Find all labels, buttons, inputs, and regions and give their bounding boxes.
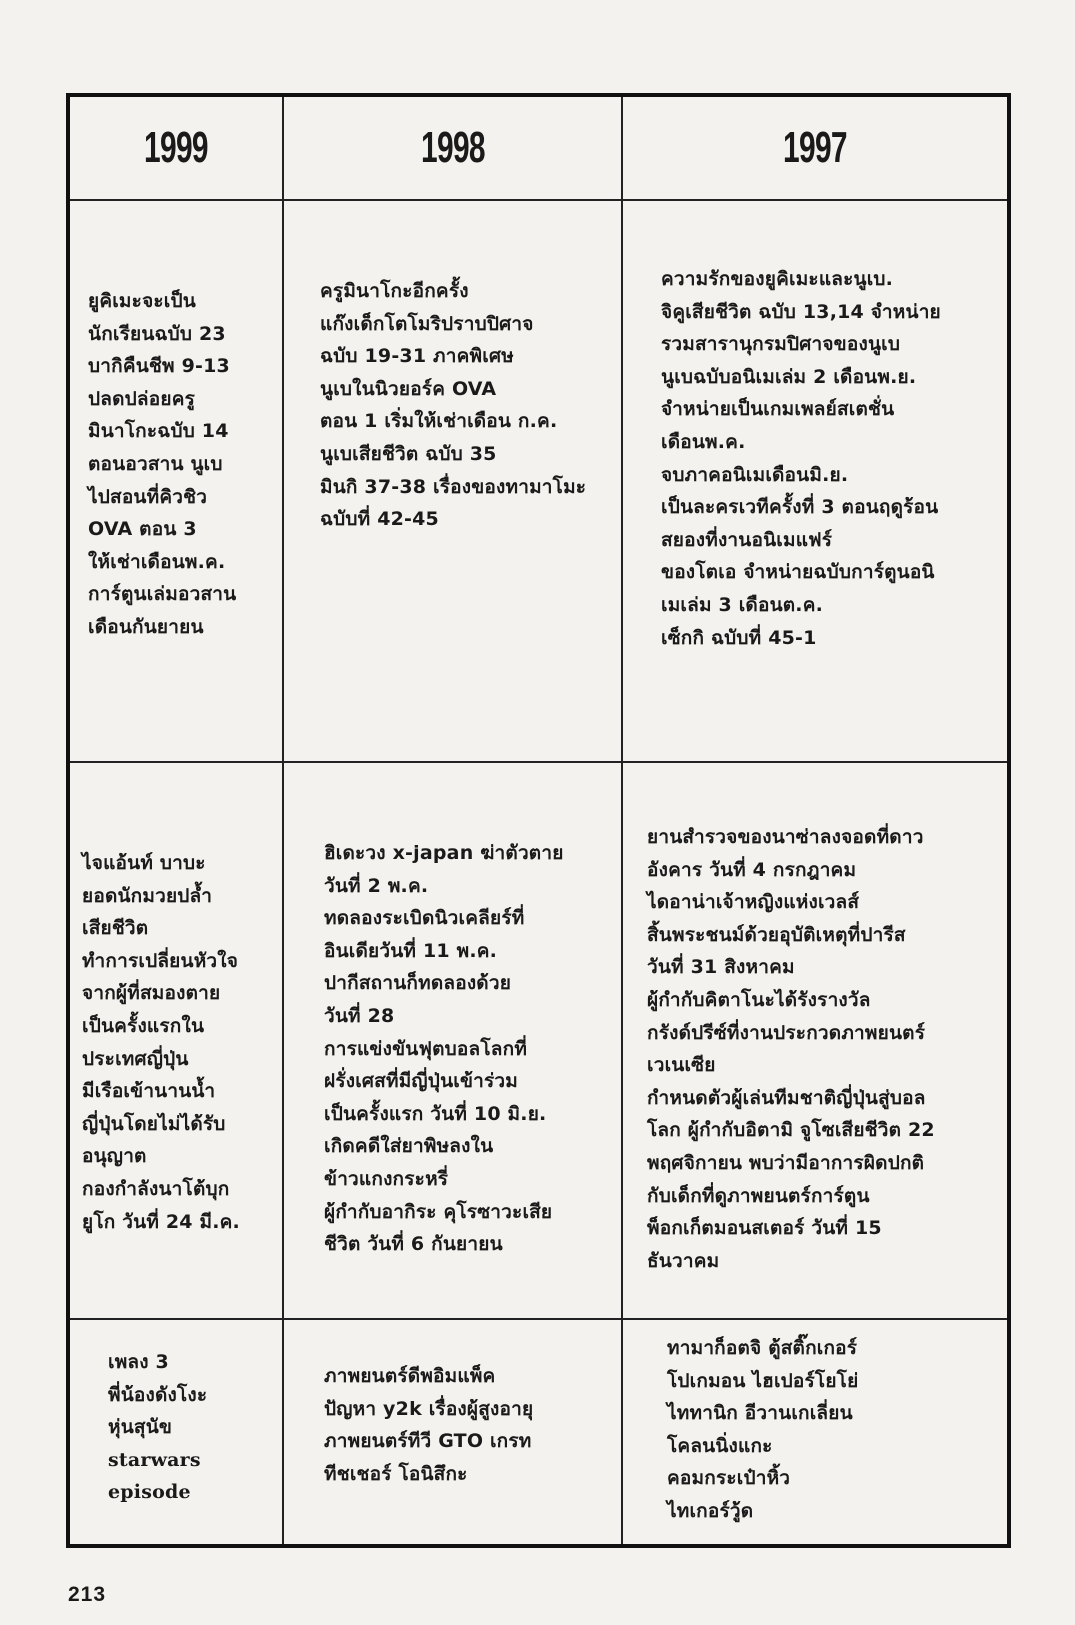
year-header-1999 — [70, 97, 284, 201]
year-label: 1999 — [144, 123, 208, 172]
year-header-1997 — [623, 97, 1007, 201]
text-line: ของโตเอ จำหน่ายฉบับการ์ตูนอนิ — [661, 561, 935, 584]
text-line: ปากีสถานก็ทดลองด้วย — [324, 972, 512, 995]
year-header-1998 — [284, 97, 623, 201]
text-line: นูเบในนิวยอร์ค OVA — [320, 377, 497, 400]
text-line: ภาพยนตร์ทีวี GTO เกรท — [324, 1430, 532, 1453]
cell-1999-manga — [70, 201, 284, 763]
cell-1998-trends — [284, 1320, 623, 1544]
text-line: แก๊งเด็กโตโมริปราบปิศาจ — [320, 312, 534, 335]
text-line: ญี่ปุ่นโดยไม่ได้รับ — [82, 1112, 226, 1135]
text-line: เป็นละครเวทีครั้งที่ 3 ตอนฤดูร้อน — [661, 496, 939, 519]
cell-lines — [647, 821, 935, 1277]
cell-lines — [88, 285, 236, 644]
text-line: อนุญาต — [82, 1145, 147, 1168]
text-line: โปเกมอน ไฮเปอร์โยโย่ — [667, 1369, 859, 1392]
cell-lines — [82, 847, 240, 1238]
text-line: หุ่นสุนัข — [108, 1416, 173, 1439]
cell-1999-world — [70, 763, 284, 1320]
text-line: นูเบเสียชีวิต ฉบับ 35 — [320, 442, 497, 465]
cell-lines — [667, 1332, 858, 1528]
cell-1998-manga — [284, 201, 623, 763]
cell-1997-world — [623, 763, 1007, 1320]
text-line: starwars — [108, 1448, 201, 1471]
text-line: ผู้กำกับอากิระ คุโรซาวะเสีย — [324, 1200, 553, 1223]
page-number: 213 — [68, 1583, 107, 1606]
text-line: ชีวิต วันที่ 6 กันยายน — [324, 1233, 503, 1256]
text-line: กำหนดตัวผู้เล่นทีมชาติญี่ปุ่นสู่บอล — [647, 1086, 926, 1109]
text-line: เซ็กกิ ฉบับที่ 45-1 — [661, 626, 817, 649]
text-line: คอมกระเป๋าหิ้ว — [667, 1467, 791, 1490]
text-line: เดือนกันยายน — [88, 615, 204, 638]
text-line: ความรักของยูคิเมะและนูเบ. — [661, 268, 894, 290]
text-line: ข้าวแกงกระหรี่ — [324, 1167, 449, 1190]
text-line: อินเดียวันที่ 11 พ.ค. — [324, 939, 498, 962]
text-line: ฝรั่งเศสที่มีญี่ปุ่นเข้าร่วม — [324, 1070, 519, 1093]
text-line: ประเทศญี่ปุ่น — [82, 1047, 189, 1070]
text-line: ครูมินาโกะอีกครั้ง — [320, 280, 469, 302]
text-line: ไดอาน่าเจ้าหญิงแห่งเวลส์ — [647, 891, 860, 914]
cell-1997-manga — [623, 201, 1007, 763]
text-line: เวเนเซีย — [647, 1054, 716, 1077]
text-line: ไจแอ้นท์ บาบะ — [82, 852, 206, 874]
text-line: โคลนนิ่งแกะ — [667, 1434, 773, 1457]
cell-lines — [324, 837, 564, 1261]
text-line: มีเรือเข้านานน้ำ — [82, 1080, 216, 1103]
text-line: เป็นครั้งแรกใน — [82, 1014, 205, 1037]
text-line: รวมสารานุกรมปิศาจของนูเบ — [661, 333, 901, 356]
cell-lines — [320, 275, 586, 536]
text-line: เมเล่ม 3 เดือนต.ค. — [661, 593, 824, 616]
text-line: ธันวาคม — [647, 1249, 720, 1272]
text-line: ฮิเดะวง x-japan ฆ่าตัวตาย — [324, 842, 564, 864]
text-line: เดือนพ.ค. — [661, 430, 746, 453]
text-line: มินกิ 37-38 เรื่องของทามาโมะ — [320, 475, 587, 498]
text-line: พี่น้องดังโงะ — [108, 1383, 208, 1406]
text-line: ปลดปล่อยครู — [88, 387, 196, 410]
text-line: ปัญหา y2k เรื่องผู้สูงอายุ — [324, 1397, 534, 1420]
text-line: การ์ตูนเล่มอวสาน — [88, 583, 237, 606]
text-line: สยองที่งานอนิเมแฟร์ — [661, 528, 833, 551]
text-line: ไทเกอร์วู้ด — [667, 1499, 754, 1522]
text-line: ยานสำรวจของนาซ่าลงจอดที่ดาว — [647, 826, 924, 848]
text-line: นักเรียนฉบับ 23 — [88, 322, 226, 345]
cell-lines — [324, 1360, 533, 1490]
timeline-table — [66, 93, 1011, 1548]
text-line: ยูโก วันที่ 24 มี.ค. — [82, 1210, 240, 1233]
text-line: มินาโกะฉบับ 14 — [88, 420, 229, 443]
text-line: นูเบฉบับอนิเมเล่ม 2 เดือนพ.ย. — [661, 365, 917, 388]
text-line: ทำการเปลี่ยนหัวใจ — [82, 949, 239, 972]
text-line: การแข่งขันฟุตบอลโลกที่ — [324, 1037, 528, 1060]
text-line: กับเด็กที่ดูภาพยนตร์การ์ตูน — [647, 1184, 870, 1207]
text-line: ทีชเชอร์ โอนิสึกะ — [324, 1462, 468, 1485]
text-line: episode — [108, 1481, 191, 1504]
year-label: 1998 — [420, 123, 485, 172]
text-line: ฉบับที่ 42-45 — [320, 508, 439, 531]
text-line: จิคูเสียชีวิต ฉบับ 13,14 จำหน่าย — [661, 300, 941, 323]
text-line: ไททานิก อีวานเกเลี่ยน — [667, 1402, 853, 1425]
text-line: วันที่ 2 พ.ค. — [324, 874, 429, 897]
text-line: พ็อกเก็ตมอนสเตอร์ วันที่ 15 — [647, 1217, 882, 1240]
text-line: OVA ตอน 3 — [88, 518, 197, 541]
text-line: จบภาคอนิเมเดือนมิ.ย. — [661, 463, 849, 486]
text-line: ภาพยนตร์ดีพอิมแพ็ค — [324, 1365, 496, 1387]
text-line: ยอดนักมวยปล้ำ — [82, 884, 213, 907]
text-line: ให้เช่าเดือนพ.ค. — [88, 550, 226, 573]
text-line: จากผู้ที่สมองตาย — [82, 982, 221, 1005]
cell-lines — [108, 1346, 207, 1509]
year-label: 1997 — [783, 123, 847, 172]
text-line: โลก ผู้กำกับอิตามิ จูโซเสียชีวิต 22 — [647, 1119, 935, 1142]
cell-1997-trends — [623, 1320, 1007, 1544]
text-line: กรังด์ปรีซ์ที่งานประกวดภาพยนตร์ — [647, 1021, 926, 1044]
text-line: กองกำลังนาโต้บุก — [82, 1177, 230, 1200]
text-line: บากิคืนชีพ 9-13 — [88, 355, 230, 378]
cell-lines — [661, 263, 941, 654]
text-line: วันที่ 28 — [324, 1004, 395, 1027]
text-line: ฉบับ 19-31 ภาคพิเศษ — [320, 345, 514, 368]
text-line: ตอน 1 เริ่มให้เช่าเดือน ก.ค. — [320, 410, 558, 433]
text-line: ไปสอนที่คิวชิว — [88, 485, 208, 508]
text-line: เกิดคดีใส่ยาพิษลงใน — [324, 1135, 494, 1158]
text-line: พฤศจิกายน พบว่ามีอาการผิดปกติ — [647, 1151, 925, 1174]
cell-1999-trends — [70, 1320, 284, 1544]
text-line: ผู้กำกับคิตาโนะได้รังรางวัล — [647, 988, 871, 1011]
cell-1998-world — [284, 763, 623, 1320]
text-line: วันที่ 31 สิงหาคม — [647, 956, 795, 979]
text-line: เสียชีวิต — [82, 917, 149, 940]
text-line: อังคาร วันที่ 4 กรกฎาคม — [647, 858, 857, 881]
text-line: ตอนอวสาน นูเบ — [88, 452, 223, 475]
text-line: เพลง 3 — [108, 1351, 169, 1373]
text-line: ยูคิเมะจะเป็น — [88, 290, 196, 312]
text-line: สิ้นพระชนม์ด้วยอุบัติเหตุที่ปารีส — [647, 923, 906, 946]
text-line: ทามาก็อตจิ ตู้สติ๊กเกอร์ — [667, 1337, 858, 1359]
text-line: เป็นครั้งแรก วันที่ 10 มิ.ย. — [324, 1102, 547, 1125]
text-line: จำหน่ายเป็นเกมเพลย์สเตชั่น — [661, 398, 895, 421]
text-line: ทดลองระเบิดนิวเคลียร์ที่ — [324, 907, 525, 930]
